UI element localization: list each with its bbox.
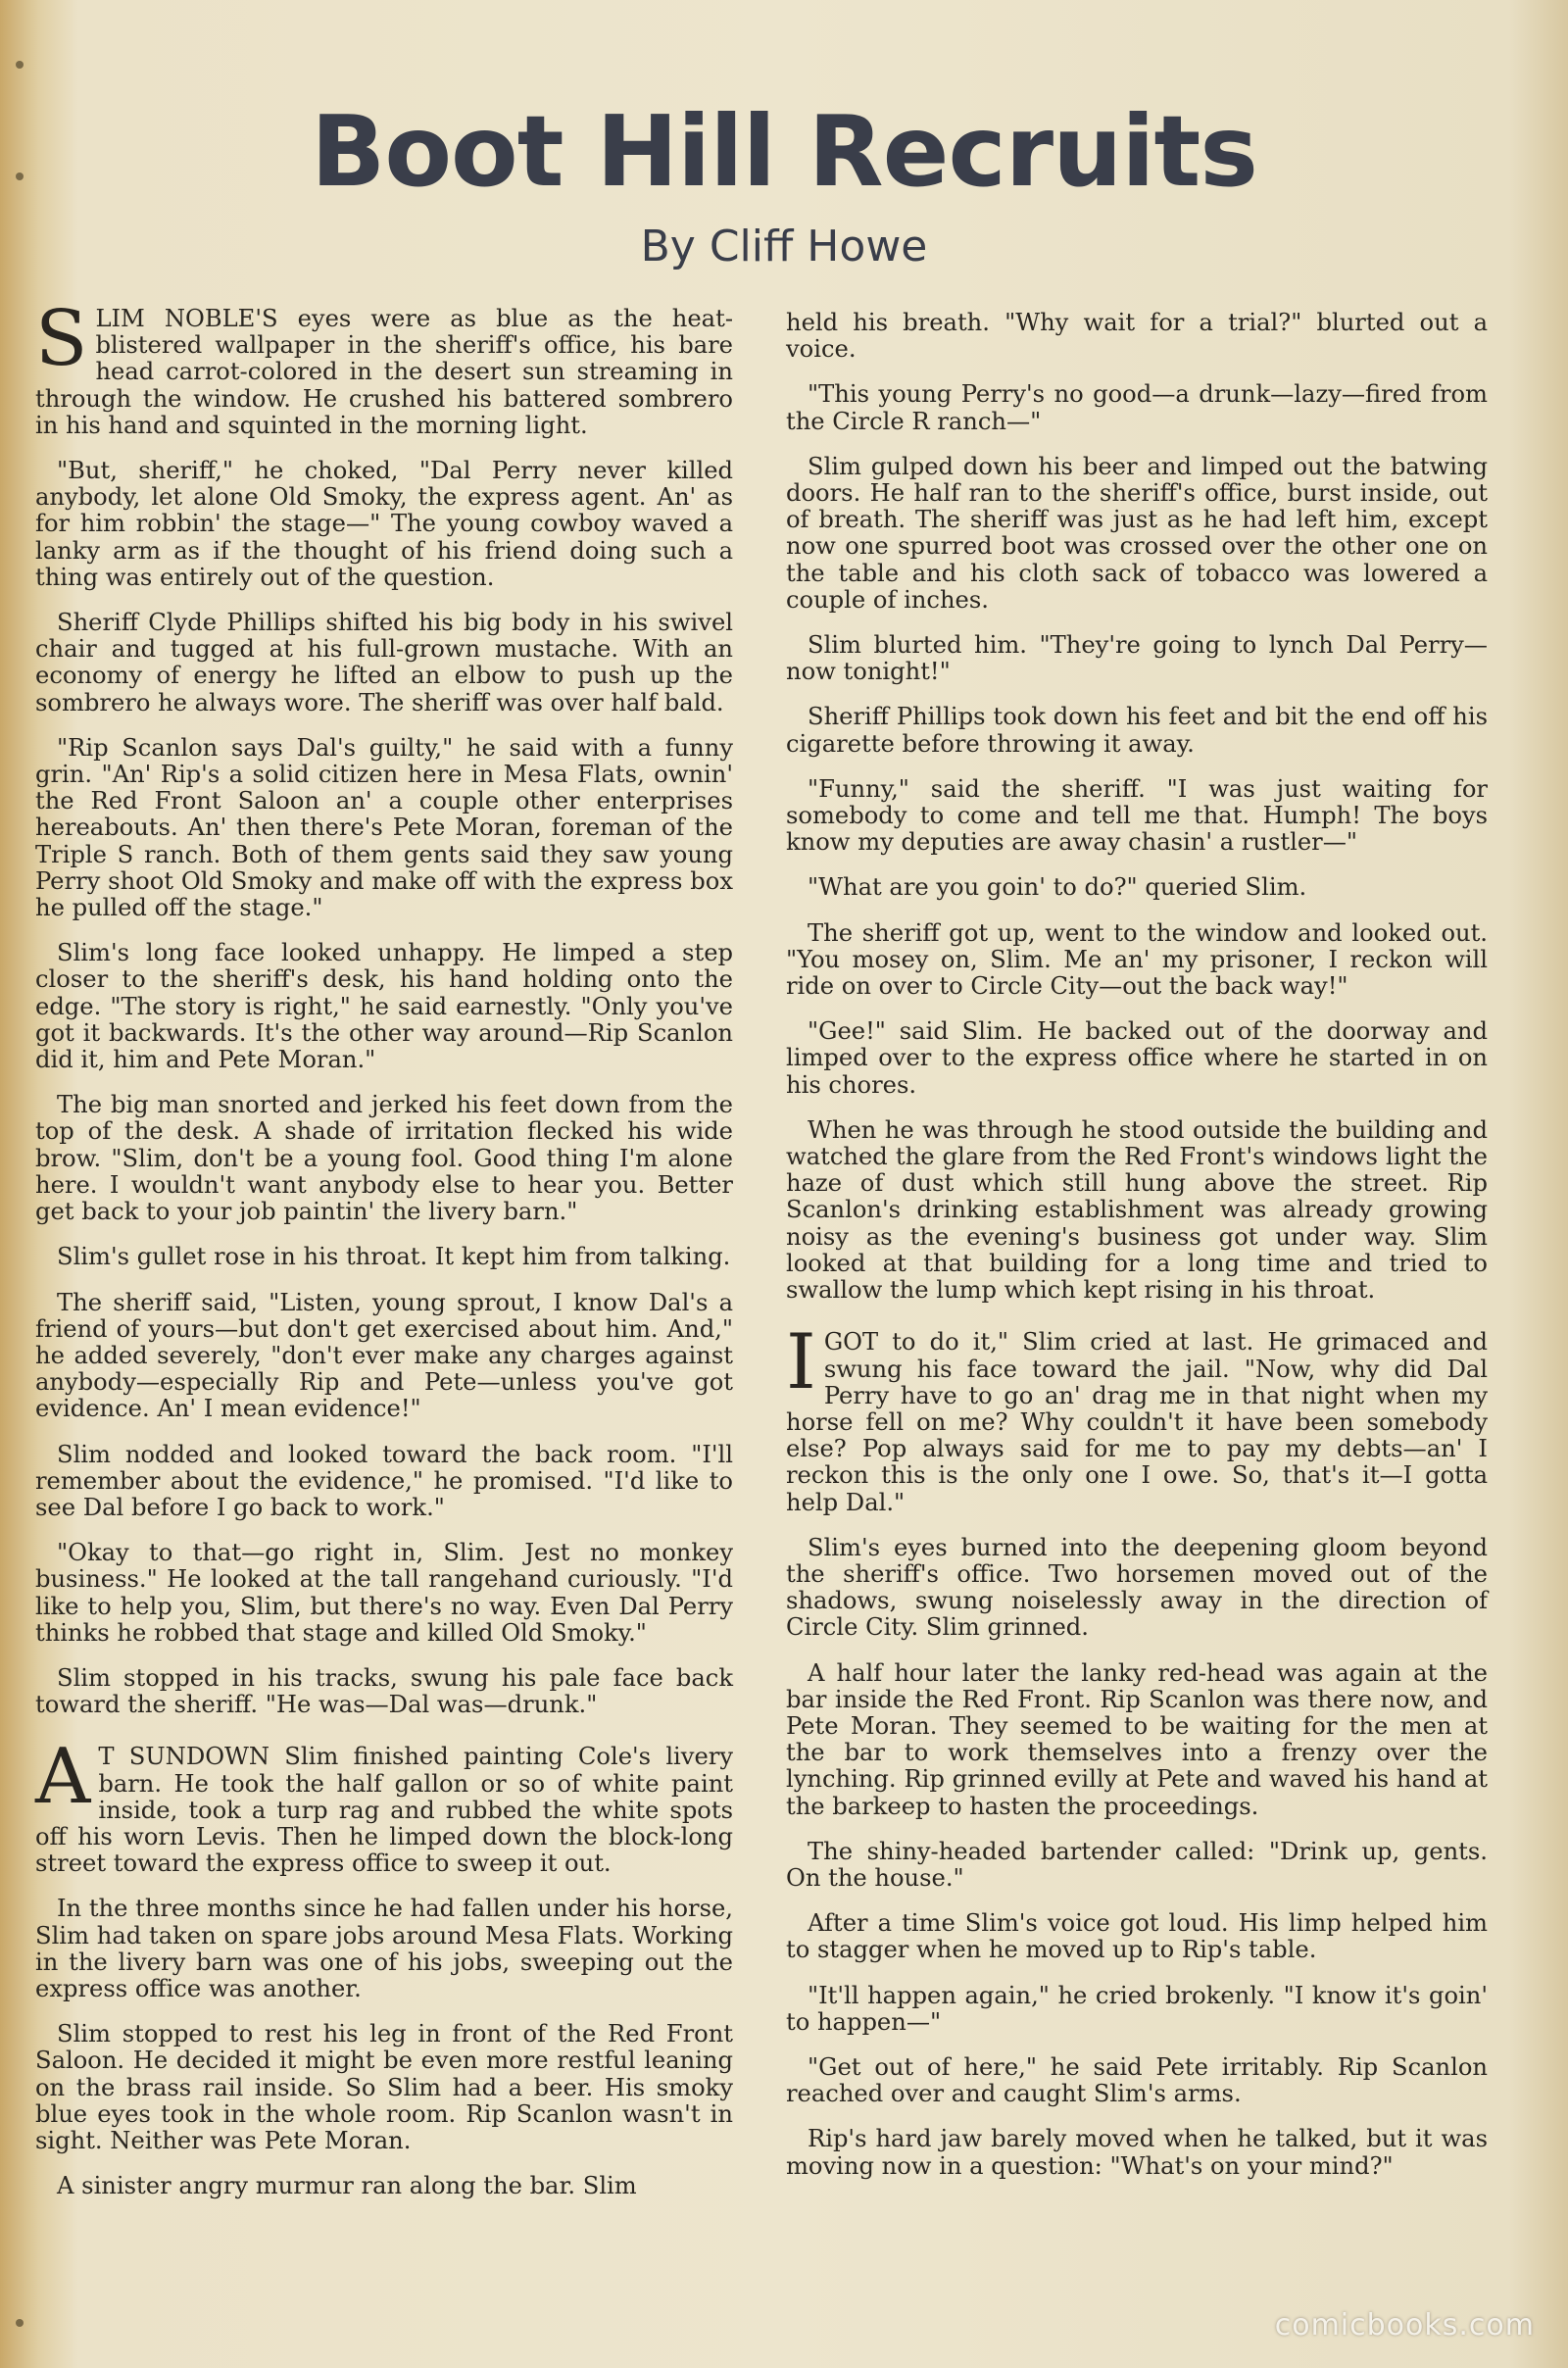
paragraph: When he was through he stood outside the building and watched the glare from the Red Front's windows light the haze of dust which still hung above the street. Rip Scanlon's drinking establishment was already growing noisy as the evening's business got under way. Slim looked at that building for a long time and tried to swallow the lump which kept rising in his throat.	[786, 1115, 1488, 1305]
paragraph: Rip's hard jaw barely moved when he talked, but it was moving now in a question: "What's on your mind?"	[786, 2125, 1488, 2180]
paragraph: "This young Perry's no good—a drunk—lazy—fired from the Circle R ranch—"	[786, 380, 1488, 435]
paragraph: "Get out of here," he said Pete irritably. Rip Scanlon reached over and caught Slim's arms.	[786, 2052, 1488, 2108]
paragraph: SLIM NOBLE'S eyes were as blue as the heat-blistered wallpaper in the sheriff's office, his bare head carrot-colored in the desert sun streaming in through the window. He crushed his battered sombrero in his hand and squinted in the morning light.	[35, 295, 733, 439]
paragraph: Slim nodded and looked toward the back room. "I'll remember about the evidence," he promised. "I'd like to see Dal before I go back to work."	[35, 1440, 733, 1521]
paragraph: Slim's gullet rose in his throat. It kept him from talking.	[57, 1243, 731, 1271]
paragraph: held his breath. "Why wait for a trial?" blurted out a voice.	[786, 309, 1488, 364]
paragraph: Sheriff Phillips took down his feet and bit the end off his cigarette before throwing it away.	[786, 703, 1488, 758]
right-column	[786, 310, 1488, 2198]
story-byline: By Cliff Howe	[640, 222, 928, 271]
paragraph: "What are you goin' to do?" queried Slim.	[808, 873, 1307, 902]
story-title: Boot Hill Recruits	[311, 94, 1257, 209]
left-column	[35, 295, 733, 2218]
section-opening-paragraph: IGOT to do it," Slim cried at last. He grimaced and swung his face toward the jail. "Now, why did Dal Perry have to go an' drag me in that night when my horse fell on me? Why couldn't it have been somebody else? Pop always said for me to pay my debts—an' I reckon this is the only one I owe. So, that's it—I gotta help Dal."	[786, 1318, 1488, 1516]
paragraph: "Okay to that—go right in, Slim. Jest no monkey business." He looked at the tall rangehand curiously. "I'd like to help you, Slim, but there's no way. Even Dal Perry thinks he robbed that stage and killed Old Smoky."	[35, 1539, 733, 1647]
paragraph: Slim gulped down his beer and limped out the batwing doors. He half ran to the sheriff's office, burst inside, out of breath. The sheriff was just as he had left him, except now one spurred boot was crossed over the other one on the table and his cloth sack of tobacco was lowered a couple of inches.	[786, 452, 1488, 614]
paragraph: "Funny," said the sheriff. "I was just waiting for somebody to come and tell me that. Humph! The boys know my deputies are away chasin' a rustler—"	[786, 774, 1488, 857]
paragraph: A half hour later the lanky red-head was again at the bar inside the Red Front. Rip Scanlon was there now, and Pete Moran. They seemed to be waiting for the men at the bar to work themselves into a frenzy over the lynching. Rip grinned evilly at Pete and waved his hand at the barkeep to hasten the proceedings.	[786, 1658, 1488, 1820]
paragraph: "But, sheriff," he choked, "Dal Perry never killed anybody, let alone Old Smoky, the express agent. An' as for him robbin' the stage—" The young cowboy waved a lanky arm as if the thought of his friend doing such a thing was entirely out of the question.	[35, 457, 733, 591]
paragraph: In the three months since he had fallen under his horse, Slim had taken on spare jobs around Mesa Flats. Working in the livery barn was one of his jobs, sweeping out the express office was another.	[35, 1895, 733, 2002]
paragraph: The sheriff got up, went to the window and looked out. "You mosey on, Slim. Me an' my prisoner, I reckon will ride on over to Circle City—out the back way!"	[786, 918, 1488, 1001]
paragraph: After a time Slim's voice got loud. His limp helped him to stagger when he moved up to Rip's table.	[786, 1909, 1488, 1964]
paragraph: A sinister angry murmur ran along the bar. Slim	[57, 2172, 637, 2200]
paragraph: Slim blurted him. "They're going to lynch Dal Perry—now tonight!"	[786, 631, 1488, 686]
site-watermark: comicbooks.com	[1274, 2308, 1535, 2343]
paragraph: Slim stopped to rest his leg in front of the Red Front Saloon. He decided it might be even more restful leaning on the brass rail inside. So Slim had a beer. His smoky blue eyes took in the whole room. Rip Scanlon wasn't in sight. Neither was Pete Moran.	[35, 2020, 733, 2154]
paragraph: The shiny-headed bartender called: "Drink up, gents. On the house."	[786, 1837, 1488, 1892]
page-edge-mark	[16, 61, 24, 69]
section-opening-paragraph: AT SUNDOWN Slim finished painting Cole's livery barn. He took the half gallon or so of white paint inside, took a turp rag and rubbed the white spots off his worn Levis. Then he limped down the block-long street toward the express office to sweep it out.	[35, 1733, 733, 1878]
page-edge-mark	[16, 2319, 24, 2327]
paragraph: "It'll happen again," he cried brokenly. "I know it's goin' to happen—"	[786, 1981, 1488, 2036]
paragraph: The big man snorted and jerked his feet down from the top of the desk. A shade of irritation flecked his wide brow. "Slim, don't be a young fool. Good thing I'm alone here. I wouldn't want anybody else to hear you. Better get back to your job paintin' the livery barn."	[35, 1091, 733, 1226]
paragraph: "Gee!" said Slim. He backed out of the doorway and limped over to the express office where he started in on his chores.	[786, 1017, 1488, 1099]
paragraph: The sheriff said, "Listen, young sprout, I know Dal's a friend of yours—but don't get exercised about him. And," he added severely, "don't ever make any charges against anybody—especially Rip and Pete—unless you've got evidence. An' I mean evidence!"	[35, 1288, 733, 1423]
paragraph: "Rip Scanlon says Dal's guilty," he said with a funny grin. "An' Rip's a solid citizen here in Mesa Flats, ownin' the Red Front Saloon an' a couple other enterprises hereabouts. An' then there's Pete Moran, foreman of the Triple S ranch. Both of them gents said they saw young Perry shoot Old Smoky and make off with the express box he pulled off the stage."	[35, 733, 733, 922]
paragraph: Slim's eyes burned into the deepening gloom beyond the sheriff's office. Two horsemen moved out of the shadows, swung noiselessly away in the direction of Circle City. Slim grinned.	[786, 1533, 1488, 1642]
paragraph: Slim's long face looked unhappy. He limped a step closer to the sheriff's desk, his hand holding onto the edge. "The story is right," he said earnestly. "Only you've got it backwards. It's the other way around—Rip Scanlon did it, him and Pete Moran."	[35, 939, 733, 1074]
paragraph: Sheriff Clyde Phillips shifted his big body in his swivel chair and tugged at his full-grown mustache. With an economy of energy he lifted an elbow to push up the sombrero he always wore. The sheriff was over half bald.	[35, 609, 733, 716]
paragraph: Slim stopped in his tracks, swung his pale face back toward the sheriff. "He was—Dal was—drunk."	[35, 1663, 733, 1719]
